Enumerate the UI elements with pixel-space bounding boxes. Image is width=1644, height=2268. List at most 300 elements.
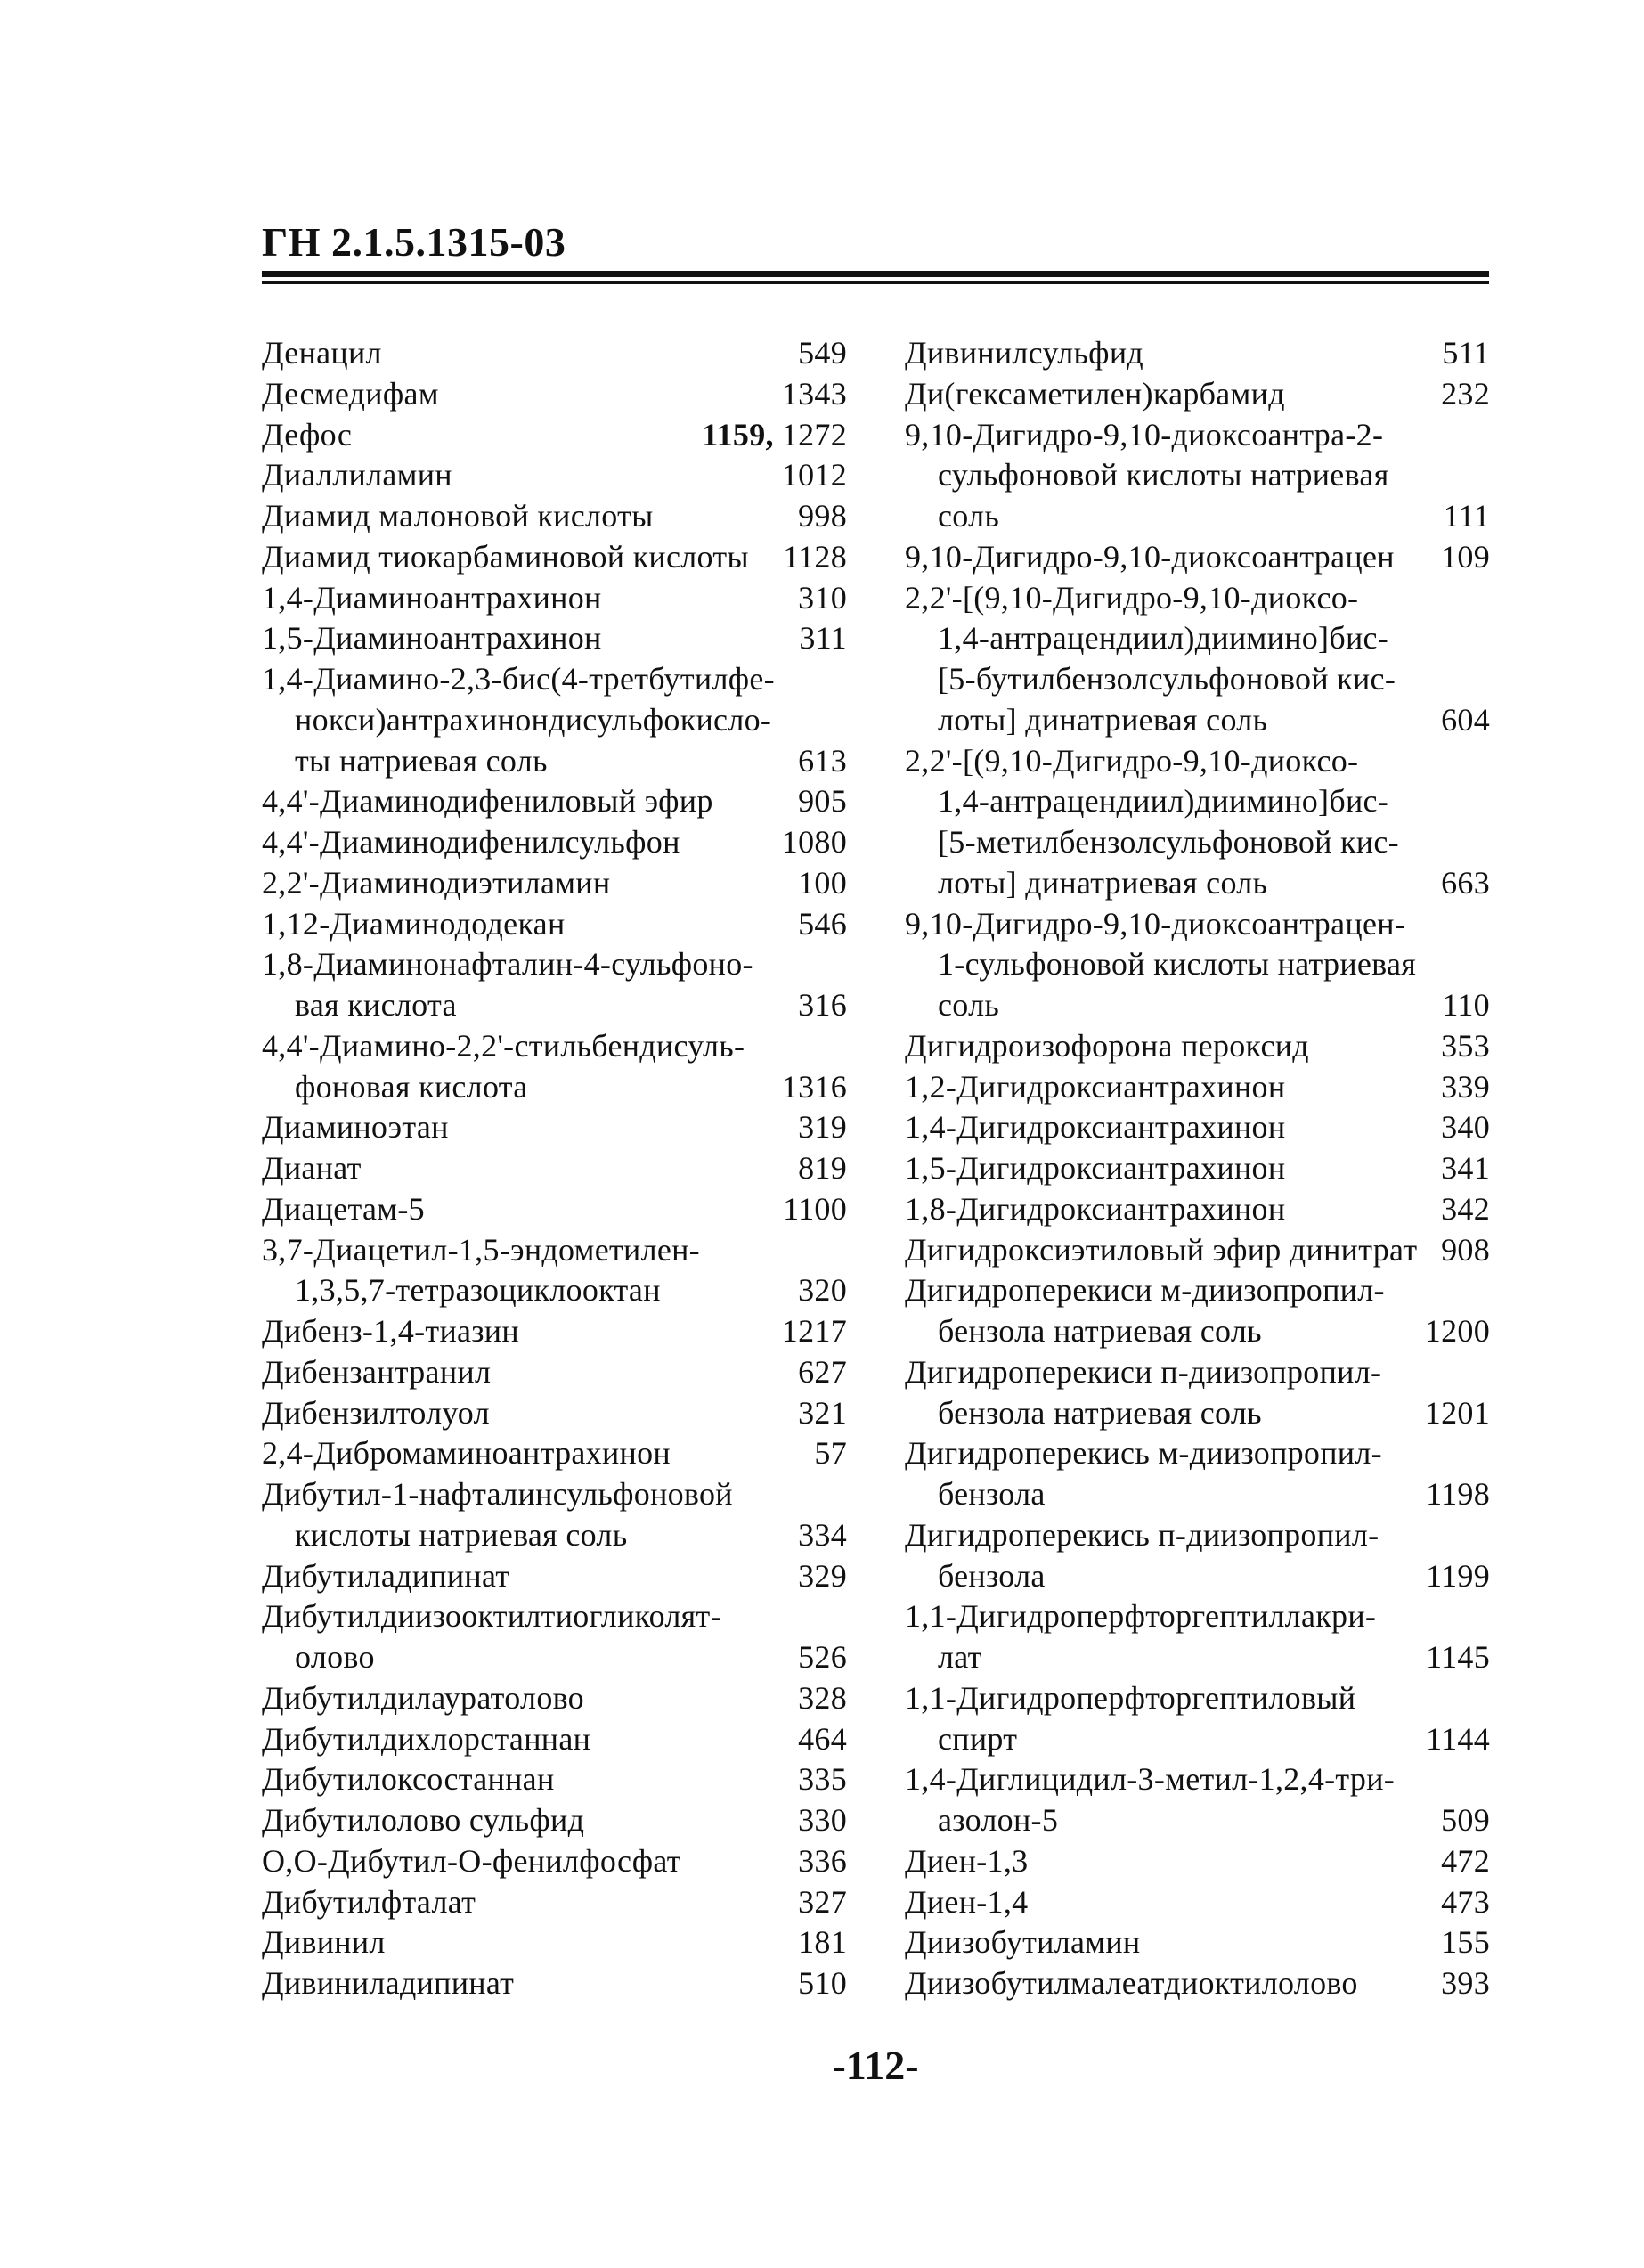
- entry-line: [905, 822, 1490, 863]
- index-entry: [262, 1841, 847, 1882]
- index-entry: [262, 944, 847, 1026]
- entry-line: [262, 1637, 847, 1678]
- entry-line: [262, 1148, 847, 1189]
- entry-page-ref: [798, 1515, 847, 1556]
- entry-page-number: 334: [798, 1516, 847, 1553]
- entry-name-text: 4,4'-Диаминодифенилсульфон: [262, 824, 680, 860]
- entry-page-ref: [1442, 985, 1490, 1026]
- entry-line: [262, 1107, 847, 1148]
- entry-line: [905, 1474, 1490, 1515]
- entry-page-ref: [1441, 1026, 1490, 1067]
- entry-page-number: 111: [1443, 498, 1490, 534]
- entry-page-number: 549: [798, 335, 847, 371]
- entry-page-ref: [1426, 1474, 1490, 1515]
- entry-page-number: 340: [1441, 1109, 1490, 1146]
- entry-line: [905, 863, 1490, 904]
- entry-line: [262, 985, 847, 1026]
- entry-page-ref: [1425, 1393, 1490, 1434]
- index-entry: [905, 1107, 1490, 1148]
- entry-line: [905, 1189, 1490, 1230]
- entry-line: [262, 333, 847, 374]
- entry-name-text: 9,10-Дигидро-9,10-диоксоантра-2-: [905, 416, 1384, 453]
- index-entry: [905, 1067, 1490, 1108]
- entry-name-text: Дибензантранил: [262, 1353, 492, 1390]
- index-entry: [262, 1556, 847, 1597]
- entry-name-text: 1,1-Дигидроперфторгептиллакри-: [905, 1598, 1377, 1635]
- entry-page-number: 613: [798, 742, 847, 779]
- entry-name-text: [5-метилбензолсульфоновой кис-: [938, 824, 1399, 860]
- entry-page-ref: [798, 1800, 847, 1841]
- entry-page-number: 329: [798, 1557, 847, 1594]
- entry-page-number: 908: [1441, 1231, 1490, 1268]
- entry-line: [905, 1433, 1490, 1474]
- entry-page-number: 339: [1441, 1068, 1490, 1105]
- entry-line: [905, 1963, 1490, 2004]
- entry-page-number: 905: [798, 783, 847, 820]
- entry-name-text: Дибутил-1-нафталинсульфоновой: [262, 1476, 733, 1512]
- index-entry: [262, 1596, 847, 1678]
- entry-line: [262, 1678, 847, 1719]
- index-entry: [262, 1963, 847, 2004]
- entry-page-ref: [1441, 863, 1490, 904]
- entry-name-text: 1,3,5,7-тетразоциклооктан: [295, 1272, 661, 1309]
- entry-page-ref: [1441, 700, 1490, 741]
- entry-name-text: лоты] динатриевая соль: [938, 864, 1268, 901]
- index-entry: [905, 1596, 1490, 1678]
- entry-page-number: 330: [798, 1802, 847, 1838]
- index-entry: [262, 1678, 847, 1719]
- entry-name-text: 4,4'-Диаминодифениловый эфир: [262, 783, 713, 820]
- entry-page-number: 464: [798, 1720, 847, 1757]
- entry-line: [905, 415, 1490, 456]
- index-entry: [905, 1270, 1490, 1352]
- index-column-left: [262, 333, 847, 2004]
- entry-page-number: 604: [1441, 701, 1490, 738]
- index-entry: [905, 333, 1490, 374]
- index-column-right: [905, 333, 1490, 2004]
- entry-page-number: 321: [798, 1394, 847, 1431]
- entry-page-ref: [782, 374, 847, 415]
- entry-name-text: 1,4-антрацендиил)диимино]бис-: [938, 620, 1389, 657]
- entry-page-number: 511: [1442, 335, 1490, 371]
- entry-name-text: Диизобутилмалеатдиоктилолово: [905, 1965, 1358, 2001]
- entry-line: [905, 578, 1490, 619]
- entry-page-number: 526: [798, 1639, 847, 1675]
- entry-name-text: 2,2'-Диаминодиэтиламин: [262, 864, 611, 901]
- entry-line: [262, 1026, 847, 1067]
- entry-name-text: ты натриевая соль: [295, 742, 548, 779]
- entry-name-text: азолон-5: [938, 1802, 1059, 1838]
- entry-page-number: 998: [798, 498, 847, 534]
- entry-name-text: 2,4-Дибромаминоантрахинон: [262, 1435, 671, 1472]
- entry-page-ref: [798, 781, 847, 822]
- entry-page-number: 472: [1441, 1842, 1490, 1879]
- index-entry: [905, 1841, 1490, 1882]
- entry-line: [262, 1474, 847, 1515]
- index-entry: [905, 741, 1490, 904]
- entry-name-text: 1,5-Диаминоантрахинон: [262, 620, 602, 657]
- index-entry: [262, 1107, 847, 1148]
- entry-page-number: 509: [1441, 1802, 1490, 1838]
- entry-page-number: 353: [1441, 1027, 1490, 1064]
- entry-name-text: Дибутилдихлорстаннан: [262, 1720, 591, 1757]
- entry-name-text: Дианат: [262, 1150, 362, 1186]
- entry-line: [262, 822, 847, 863]
- index-entry: [905, 578, 1490, 741]
- entry-name-text: Дефос: [262, 416, 353, 453]
- entry-line: [905, 700, 1490, 741]
- entry-line: [262, 1189, 847, 1230]
- index-entry: [262, 1352, 847, 1393]
- entry-page-ref: [1425, 1311, 1490, 1352]
- entry-name-text: 1-сульфоновой кислоты натриевая: [938, 946, 1417, 983]
- index-entry: [262, 1311, 847, 1352]
- entry-line: [905, 496, 1490, 537]
- index-entry: [905, 1882, 1490, 1923]
- entry-line: [262, 1963, 847, 2004]
- entry-name-text: 2,2'-[(9,10-Дигидро-9,10-диоксо-: [905, 742, 1359, 779]
- entry-page-number: 336: [798, 1842, 847, 1879]
- entry-page-ref: [782, 455, 847, 496]
- entry-name-text: Диен-1,4: [905, 1883, 1029, 1920]
- entry-name-text: олово: [295, 1639, 375, 1675]
- entry-name-text: О,О-Дибутил-О-фенилфосфат: [262, 1842, 681, 1879]
- entry-line: [905, 455, 1490, 496]
- entry-line: [905, 1882, 1490, 1923]
- entry-page-number: 100: [798, 864, 847, 901]
- entry-line: [905, 1556, 1490, 1597]
- entry-name-text: 9,10-Дигидро-9,10-диоксоантрацен-: [905, 905, 1406, 942]
- entry-page-number: 316: [798, 987, 847, 1023]
- entry-name-text: Диацетам-5: [262, 1190, 425, 1227]
- entry-page-number: 320: [798, 1272, 847, 1309]
- entry-line: [262, 1270, 847, 1311]
- entry-page-number: 393: [1441, 1965, 1490, 2001]
- entry-page-number: 342: [1441, 1190, 1490, 1227]
- entry-page-ref: [798, 1759, 847, 1800]
- entry-page-ref: [1426, 1556, 1490, 1597]
- entry-line: [905, 1637, 1490, 1678]
- entry-line: [262, 1841, 847, 1882]
- entry-page-ref-primary: 1159,: [702, 416, 774, 453]
- entry-page-ref: [1426, 1637, 1490, 1678]
- entry-line: [905, 537, 1490, 578]
- entry-name-text: 1,1-Дигидроперфторгептиловый: [905, 1679, 1356, 1716]
- entry-name-text: 1,5-Дигидроксиантрахинон: [905, 1150, 1286, 1186]
- entry-line: [905, 1678, 1490, 1719]
- entry-page-number: 1201: [1424, 1394, 1490, 1431]
- index-entry: [262, 863, 847, 904]
- index-entry: [262, 1393, 847, 1434]
- entry-page-ref: [798, 1719, 847, 1760]
- entry-page-ref: [798, 1678, 847, 1719]
- page-number: -112-: [832, 2043, 919, 2088]
- entry-page-number: 57: [814, 1435, 847, 1472]
- index-entry: [262, 618, 847, 659]
- entry-page-number: 232: [1441, 375, 1490, 412]
- entry-page-number: 110: [1442, 987, 1490, 1023]
- entry-name-text: Дибутиладипинат: [262, 1557, 510, 1594]
- entry-line: [262, 700, 847, 741]
- entry-page-number: 1343: [781, 375, 847, 412]
- entry-page-ref: [1441, 1189, 1490, 1230]
- entry-page-ref: [798, 1882, 847, 1923]
- entry-page-number: 1128: [783, 538, 847, 575]
- index-entry: [262, 822, 847, 863]
- index-entry: [905, 1148, 1490, 1189]
- entry-page-ref: [702, 415, 847, 456]
- entry-page-ref: [1441, 1922, 1490, 1963]
- header-rule-thin: [262, 281, 1489, 284]
- entry-page-number: 1100: [783, 1190, 847, 1227]
- entry-name-text: Диизобутиламин: [905, 1924, 1141, 1961]
- entry-name-text: Дивинил: [262, 1924, 386, 1961]
- entry-name-text: Дибутилоксостаннан: [262, 1761, 555, 1798]
- entry-page-number: 341: [1441, 1150, 1490, 1186]
- entry-line: [905, 659, 1490, 700]
- index-entry: [905, 1678, 1490, 1760]
- entry-name-text: 1,4-Диглицидил-3-метил-1,2,4-три-: [905, 1761, 1396, 1798]
- entry-line: [905, 1759, 1490, 1800]
- entry-line: [262, 1352, 847, 1393]
- entry-line: [905, 1800, 1490, 1841]
- entry-name-text: Дибутилолово сульфид: [262, 1802, 585, 1838]
- index-entry: [262, 1189, 847, 1230]
- entry-page-ref: [798, 863, 847, 904]
- entry-name-text: 1,8-Дигидроксиантрахинон: [905, 1190, 1286, 1227]
- index-entry: [905, 904, 1490, 1026]
- entry-page-ref: [1441, 1963, 1490, 2004]
- entry-line: [262, 1393, 847, 1434]
- entry-line: [262, 537, 847, 578]
- index-entry: [905, 1189, 1490, 1230]
- entry-page-ref: [798, 1922, 847, 1963]
- entry-line: [905, 1026, 1490, 1067]
- entry-line: [905, 1270, 1490, 1311]
- entry-name-text: Дивиниладипинат: [262, 1965, 515, 2001]
- entry-page-number: 546: [798, 905, 847, 942]
- index-entry: [905, 415, 1490, 537]
- entry-page-ref: [814, 1433, 847, 1474]
- entry-line: [262, 1882, 847, 1923]
- index-entry: [262, 455, 847, 496]
- entry-line: [262, 1556, 847, 1597]
- entry-page-ref: [798, 1637, 847, 1678]
- entry-name-text: Дибутилфталат: [262, 1883, 476, 1920]
- entry-name-text: 1,4-Диамино-2,3-бис(4-третбутилфе-: [262, 661, 775, 697]
- entry-page-ref: [798, 333, 847, 374]
- entry-page-number: 327: [798, 1883, 847, 1920]
- entry-name-text: кислоты натриевая соль: [295, 1516, 628, 1553]
- index-entry: [905, 1230, 1490, 1271]
- index-entry: [905, 1515, 1490, 1597]
- entry-line: [262, 455, 847, 496]
- entry-page-ref: [798, 1556, 847, 1597]
- entry-line: [905, 944, 1490, 985]
- entry-page-number: 1144: [1426, 1720, 1490, 1757]
- entry-line: [905, 985, 1490, 1026]
- entry-page-ref: [798, 985, 847, 1026]
- entry-page-ref: [798, 1841, 847, 1882]
- entry-page-number: 109: [1441, 538, 1490, 575]
- document-code-header: ГН 2.1.5.1315-03: [262, 219, 566, 265]
- entry-page-number: 1272: [781, 416, 847, 453]
- entry-name-text: Дибенз-1,4-тиазин: [262, 1313, 519, 1349]
- entry-name-text: Дигидроксиэтиловый эфир динитрат: [905, 1231, 1418, 1268]
- entry-name-text: Ди(гексаметилен)карбамид: [905, 375, 1285, 412]
- entry-line: [262, 1759, 847, 1800]
- entry-page-ref: [799, 618, 847, 659]
- index-entry: [262, 374, 847, 415]
- index-entry: [262, 1474, 847, 1556]
- index-entry: [262, 781, 847, 822]
- entry-line: [262, 1800, 847, 1841]
- entry-line: [262, 415, 847, 456]
- entry-page-number: 310: [798, 579, 847, 616]
- entry-name-text: Десмедифам: [262, 375, 439, 412]
- entry-name-text: бензола: [938, 1557, 1046, 1594]
- entry-page-number: 319: [798, 1109, 847, 1146]
- entry-name-text: Дибензилтолуол: [262, 1394, 490, 1431]
- entry-name-text: Диаминоэтан: [262, 1109, 449, 1146]
- entry-page-ref: [1441, 1067, 1490, 1108]
- index-entry: [262, 1433, 847, 1474]
- entry-line: [905, 1922, 1490, 1963]
- index-entry: [905, 537, 1490, 578]
- entry-page-ref: [798, 741, 847, 782]
- entry-page-number: 335: [798, 1761, 847, 1798]
- entry-page-ref: [1441, 1882, 1490, 1923]
- entry-page-ref: [798, 1107, 847, 1148]
- entry-page-number: 1012: [781, 457, 847, 494]
- index-entry: [262, 1759, 847, 1800]
- entry-line: [905, 1596, 1490, 1637]
- index-entry: [262, 1800, 847, 1841]
- entry-name-text: соль: [938, 498, 1000, 534]
- entry-name-text: Дивинилсульфид: [905, 335, 1143, 371]
- entry-line: [905, 1719, 1490, 1760]
- entry-name-text: Дигидроперекись п-диизопропил-: [905, 1516, 1379, 1553]
- entry-line: [262, 863, 847, 904]
- entry-line: [262, 374, 847, 415]
- entry-page-number: 328: [798, 1679, 847, 1716]
- entry-name-text: 1,4-Дигидроксиантрахинон: [905, 1109, 1286, 1146]
- entry-name-text: спирт: [938, 1720, 1018, 1757]
- entry-page-number: 1200: [1424, 1313, 1490, 1349]
- entry-page-ref: [798, 1393, 847, 1434]
- entry-line: [262, 578, 847, 619]
- index-entry: [262, 578, 847, 619]
- entry-page-ref: [782, 1067, 847, 1108]
- entry-line: [262, 1515, 847, 1556]
- entry-page-number: 627: [798, 1353, 847, 1390]
- entry-line: [905, 1107, 1490, 1148]
- entry-page-ref: [1426, 1719, 1490, 1760]
- entry-name-text: Дибутилдилауратолово: [262, 1679, 584, 1716]
- entry-page-ref: [782, 822, 847, 863]
- entry-page-ref: [1442, 333, 1490, 374]
- entry-line: [262, 1596, 847, 1637]
- entry-name-text: соль: [938, 987, 1000, 1023]
- entry-name-text: 2,2'-[(9,10-Дигидро-9,10-диоксо-: [905, 579, 1359, 616]
- entry-name-text: 3,7-Диацетил-1,5-эндометилен-: [262, 1231, 700, 1268]
- entry-page-ref: [1444, 496, 1490, 537]
- entry-page-number: 1316: [781, 1068, 847, 1105]
- entry-name-text: нокси)антрахинондисульфокисло-: [295, 701, 772, 738]
- entry-page-number: 1199: [1426, 1557, 1490, 1594]
- entry-name-text: Дигидроперекиси м-диизопропил-: [905, 1272, 1385, 1309]
- entry-page-ref: [783, 1189, 847, 1230]
- entry-name-text: 9,10-Дигидро-9,10-диоксоантрацен: [905, 538, 1395, 575]
- index-entry: [905, 374, 1490, 415]
- entry-line: [262, 618, 847, 659]
- entry-name-text: Диен-1,3: [905, 1842, 1029, 1879]
- index-entry: [262, 415, 847, 456]
- entry-page-number: 1080: [781, 824, 847, 860]
- index-entry: [262, 1148, 847, 1189]
- index-entry: [905, 1026, 1490, 1067]
- entry-line: [905, 1841, 1490, 1882]
- entry-name-text: Диамид малоновой кислоты: [262, 498, 654, 534]
- entry-line: [905, 1352, 1490, 1393]
- entry-page-number: 1217: [781, 1313, 847, 1349]
- entry-line: [262, 781, 847, 822]
- entry-name-text: бензола: [938, 1476, 1046, 1512]
- entry-name-text: Дигидроперекись м-диизопропил-: [905, 1435, 1382, 1472]
- entry-line: [262, 659, 847, 700]
- entry-page-ref: [798, 904, 847, 945]
- index-entry: [262, 904, 847, 945]
- entry-name-text: Денацил: [262, 335, 382, 371]
- index-entry: [905, 1963, 1490, 2004]
- header-rule-thick: [262, 271, 1489, 277]
- entry-line: [905, 1067, 1490, 1108]
- entry-name-text: Дигидроперекиси п-диизопропил-: [905, 1353, 1382, 1390]
- entry-page-ref: [1441, 374, 1490, 415]
- entry-line: [262, 1719, 847, 1760]
- index-entry: [262, 333, 847, 374]
- entry-page-ref: [798, 578, 847, 619]
- entry-page-ref: [1441, 1148, 1490, 1189]
- entry-line: [905, 1393, 1490, 1434]
- entry-page-ref: [798, 496, 847, 537]
- entry-line: [905, 1311, 1490, 1352]
- entry-name-text: вая кислота: [295, 987, 457, 1023]
- entry-page-number: 181: [798, 1924, 847, 1961]
- entry-line: [905, 333, 1490, 374]
- entry-name-text: 1,4-Диаминоантрахинон: [262, 579, 602, 616]
- entry-page-number: 663: [1441, 864, 1490, 901]
- entry-name-text: Диаллиламин: [262, 457, 452, 494]
- entry-line: [262, 496, 847, 537]
- entry-line: [905, 741, 1490, 782]
- entry-name-text: сульфоновой кислоты натриевая: [938, 457, 1389, 494]
- index-entry: [905, 1352, 1490, 1434]
- index-entry: [905, 1759, 1490, 1841]
- entry-name-text: лоты] динатриевая соль: [938, 701, 1268, 738]
- entry-page-number: 473: [1441, 1883, 1490, 1920]
- entry-page-ref: [1441, 1841, 1490, 1882]
- entry-page-number: 1145: [1426, 1639, 1490, 1675]
- entry-name-text: [5-бутилбензолсульфоновой кис-: [938, 661, 1396, 697]
- entry-line: [905, 1230, 1490, 1271]
- index-entry: [262, 1719, 847, 1760]
- index-entry: [262, 537, 847, 578]
- entry-name-text: 1,12-Диаминододекан: [262, 905, 566, 942]
- entry-line: [905, 1148, 1490, 1189]
- entry-page-number: 1198: [1426, 1476, 1490, 1512]
- entry-name-text: 1,4-антрацендиил)диимино]бис-: [938, 783, 1389, 820]
